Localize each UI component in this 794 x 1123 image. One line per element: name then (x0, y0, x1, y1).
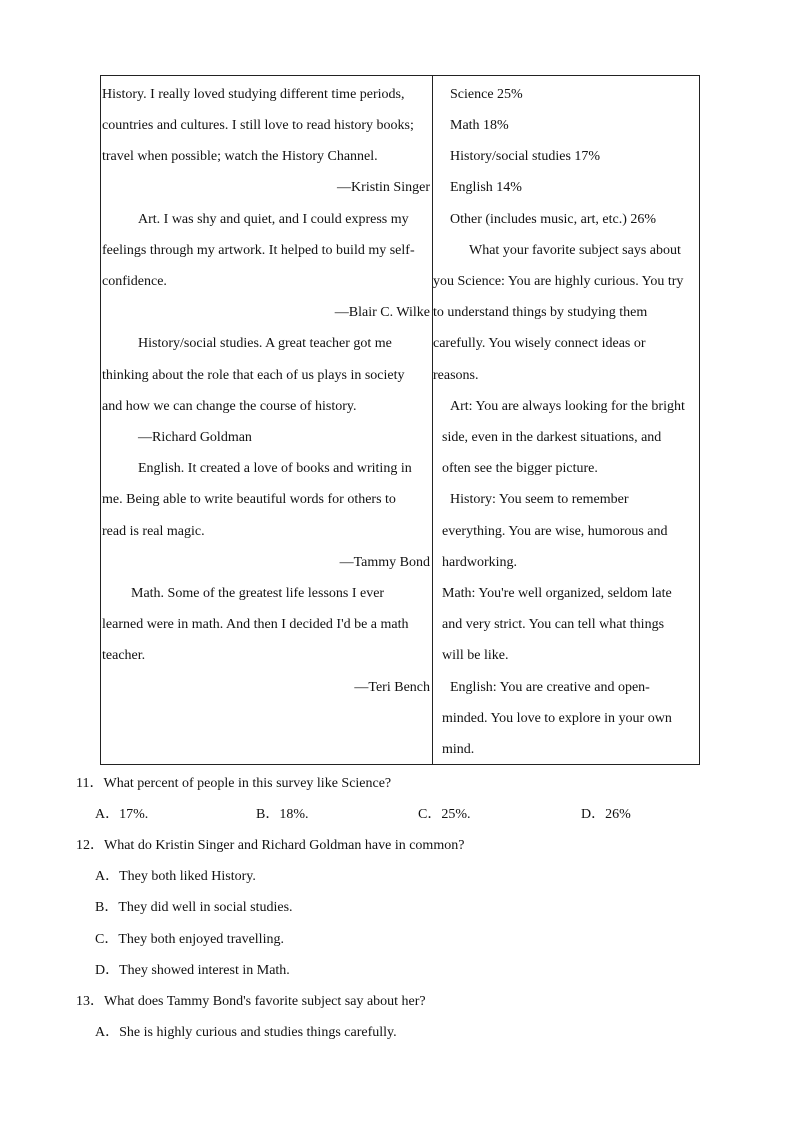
text-line: you Science: You are highly curious. You try (433, 274, 684, 289)
q12-option-c: C．They both enjoyed travelling. (95, 932, 284, 947)
text-line: travel when possible; watch the History Channel. (102, 149, 378, 164)
text-line: reasons. (433, 368, 479, 383)
reading-table (100, 75, 700, 765)
author-richard-goldman: —Richard Goldman (138, 430, 252, 445)
text-line: English: You are creative and open- (450, 680, 650, 695)
text-line: and how we can change the course of history. (102, 399, 357, 414)
author-teri-bench: —Teri Bench (354, 680, 430, 695)
q12-option-a: A．They both liked History. (95, 869, 256, 884)
survey-science: Science 25% (450, 87, 523, 102)
text-line: History: You seem to remember (450, 492, 629, 507)
question-12: 12．What do Kristin Singer and Richard Goldman have in common? (76, 838, 465, 853)
text-line: mind. (442, 742, 475, 757)
q13-option-a: A．She is highly curious and studies things carefully. (95, 1025, 397, 1040)
text-line: everything. You are wise, humorous and (442, 524, 668, 539)
text-line: often see the bigger picture. (442, 461, 598, 476)
text-line: Art. I was shy and quiet, and I could express my (138, 212, 409, 227)
text-line: Art: You are always looking for the bright (450, 399, 685, 414)
q12-option-b: B．They did well in social studies. (95, 900, 293, 915)
q11-option-b: B．18%. (256, 807, 309, 822)
text-line: Math. Some of the greatest life lessons I ever (131, 586, 385, 601)
question-11: 11．What percent of people in this survey like Science? (76, 776, 392, 791)
text-line: Math: You're well organized, seldom late (442, 586, 672, 601)
author-tammy-bond: —Tammy Bond (339, 555, 430, 570)
column-divider (432, 76, 433, 764)
text-line: English. It created a love of books and writing in (138, 461, 412, 476)
q12-option-d: D．They showed interest in Math. (95, 963, 290, 978)
text-line: What your favorite subject says about (469, 243, 681, 258)
survey-history: History/social studies 17% (450, 149, 601, 164)
text-line: thinking about the role that each of us plays in society (102, 368, 405, 383)
text-line: will be like. (442, 648, 509, 663)
q11-option-d: D．26% (581, 807, 631, 822)
text-line: History. I really loved studying different time periods, (102, 87, 405, 102)
text-line: me. Being able to write beautiful words for others to (102, 492, 396, 507)
text-line: read is real magic. (102, 524, 205, 539)
text-line: learned were in math. And then I decided I'd be a math (102, 617, 409, 632)
text-line: History/social studies. A great teacher got me (138, 336, 392, 351)
question-13: 13．What does Tammy Bond's favorite subject say about her? (76, 994, 426, 1009)
author-blair-wilke: —Blair C. Wilke (334, 305, 430, 320)
text-line: confidence. (102, 274, 167, 289)
text-line: to understand things by studying them (433, 305, 648, 320)
text-line: minded. You love to explore in your own (442, 711, 672, 726)
q11-option-c: C．25%. (418, 807, 471, 822)
author-kristin-singer: —Kristin Singer (337, 180, 430, 195)
text-line: side, even in the darkest situations, and (442, 430, 662, 445)
text-line: countries and cultures. I still love to read history books; (102, 118, 414, 133)
text-line: feelings through my artwork. It helped to build my self- (102, 243, 415, 258)
survey-other: Other (includes music, art, etc.) 26% (450, 212, 657, 227)
q11-option-a: A．17%. (95, 807, 149, 822)
survey-math: Math 18% (450, 118, 509, 133)
text-line: teacher. (102, 648, 146, 663)
text-line: and very strict. You can tell what things (442, 617, 665, 632)
survey-english: English 14% (450, 180, 522, 195)
text-line: hardworking. (442, 555, 518, 570)
text-line: carefully. You wisely connect ideas or (433, 336, 646, 351)
